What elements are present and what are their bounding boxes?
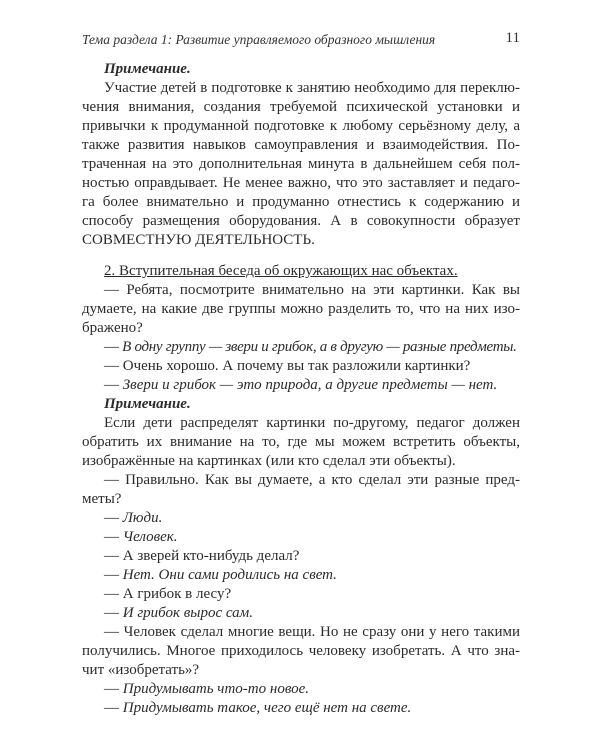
text-line	[82, 174, 520, 193]
answer-text: Человек.	[122, 529, 178, 545]
page-body	[82, 60, 520, 718]
answer-text: Нет. Они сами родились на свет.	[122, 567, 337, 583]
answer-line	[82, 509, 520, 528]
text-line	[82, 281, 520, 300]
text-line	[82, 231, 520, 250]
text-line	[82, 136, 520, 155]
line-text: Если дети распределят картинки по-другому, педагог должен	[104, 415, 520, 431]
line-text: обратить их внимание на то, где мы можем встретить объекты,	[82, 434, 520, 450]
note-heading	[82, 60, 520, 79]
line-text: — Человек сделал многие вещи. Но не сразу они у него такими	[104, 624, 520, 640]
line-text: способу размещения оборудования. А в совокупности образует	[82, 213, 520, 229]
section-heading	[82, 262, 520, 281]
text-line	[82, 433, 520, 452]
text-line	[82, 642, 520, 661]
line-text: привычки к продуманной подготовке к любому серьёзному делу, а	[82, 118, 520, 134]
line-text: 2. Вступительная беседа об окружающих нас объектах.	[104, 263, 458, 279]
text-line	[82, 117, 520, 136]
answer-text: Придумывать такое, чего ещё нет на свете.	[122, 700, 412, 716]
text-line	[82, 547, 520, 566]
answer-line	[82, 566, 520, 585]
answer-text: Люди.	[122, 510, 163, 526]
text-line	[82, 452, 520, 471]
line-text: — А зверей кто-нибудь делал?	[104, 548, 300, 564]
line-text: Примечание.	[104, 61, 191, 77]
dash: —	[104, 605, 119, 621]
line-text: Участие детей в подготовке к занятию необходимо для переклю-	[104, 80, 520, 96]
line-text: чит «изобретать»?	[82, 662, 200, 678]
answer-text: И грибок вырос сам.	[122, 605, 253, 621]
text-line	[82, 300, 520, 319]
line-text: также развития навыков самоуправления и взаимодействия. По-	[82, 137, 520, 153]
text-line	[82, 623, 520, 642]
page-number: 11	[505, 30, 520, 46]
text-line	[82, 414, 520, 433]
text-line	[82, 98, 520, 117]
line-text: га более внимательно и продуманно отнестись к содержанию и	[82, 194, 520, 210]
line-text: Примечание.	[104, 396, 191, 412]
dash: —	[104, 529, 119, 545]
line-text: получились. Многое приходилось человеку изобретать. А что зна-	[82, 643, 520, 659]
dash: —	[104, 339, 119, 355]
line-text: изображённые на картинках (или кто сделал эти объекты).	[82, 453, 456, 469]
text-line	[82, 585, 520, 604]
answer-line	[82, 604, 520, 623]
answer-text: Звери и грибок — это природа, а другие предметы — нет.	[122, 377, 498, 393]
text-line	[82, 193, 520, 212]
answer-line	[82, 338, 520, 357]
line-text: — Правильно. Как вы думаете, а кто сделал эти разные пред-	[104, 472, 520, 488]
text-line	[82, 471, 520, 490]
answer-line	[82, 680, 520, 699]
dash: —	[104, 510, 119, 526]
answer-line	[82, 699, 520, 718]
running-header: Тема раздела 1: Развитие управляемого образного мышления	[82, 32, 436, 47]
line-text: — А грибок в лесу?	[104, 586, 232, 602]
text-line	[82, 212, 520, 231]
line-text: — Ребята, посмотрите внимательно на эти картинки. Как вы	[104, 282, 520, 298]
line-text: бражено?	[82, 320, 143, 336]
text-line	[82, 661, 520, 680]
dash: —	[104, 377, 119, 393]
answer-line	[82, 376, 520, 395]
line-text: думаете, на какие две группы можно разделить то, что на них изо-	[82, 301, 520, 317]
dash: —	[104, 700, 119, 716]
text-line	[82, 319, 520, 338]
answer-line	[82, 528, 520, 547]
note-heading	[82, 395, 520, 414]
answer-text: Придумывать что-то новое.	[122, 681, 310, 697]
text-line	[82, 79, 520, 98]
line-text: чения внимания, создания требуемой психической установки и	[82, 99, 520, 115]
line-text: — Очень хорошо. А почему вы так разложили картинки?	[104, 358, 471, 374]
line-text: меты?	[82, 491, 122, 507]
text-line	[82, 490, 520, 509]
line-text: ностью оправдывает. Не менее важно, что это заставляет и педаго-	[82, 175, 520, 191]
line-text: траченная на это дополнительная минута в дальнейшем себя пол-	[82, 156, 520, 172]
dash: —	[104, 567, 119, 583]
line-text: СОВМЕСТНУЮ ДЕЯТЕЛЬНОСТЬ.	[82, 232, 315, 248]
answer-text: В одну группу — звери и грибок, а в другую — разные предметы.	[122, 339, 517, 355]
dash: —	[104, 681, 119, 697]
text-line	[82, 357, 520, 376]
text-line	[82, 155, 520, 174]
